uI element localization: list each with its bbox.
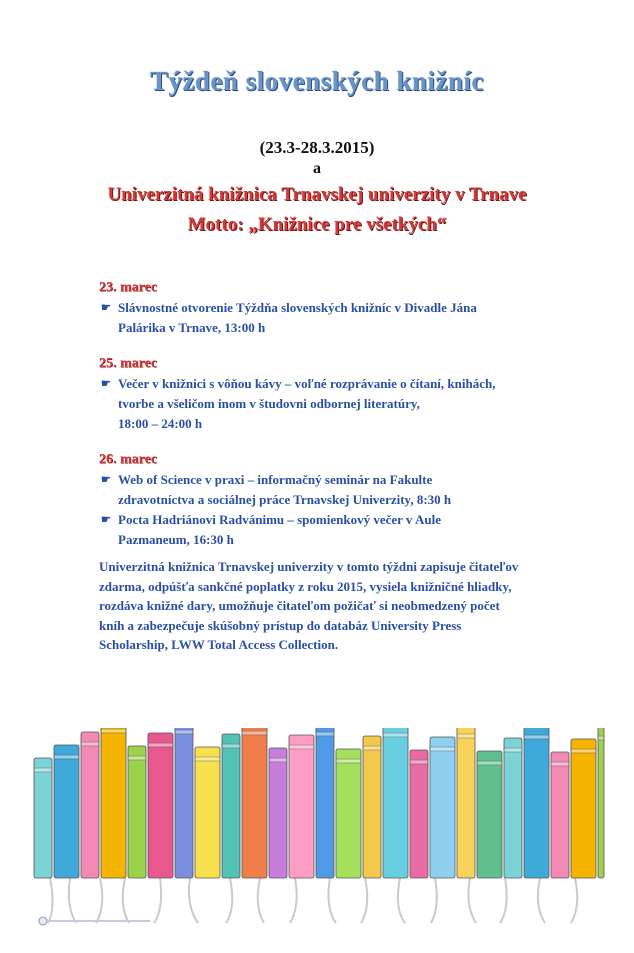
- book-spine: [504, 738, 522, 878]
- book-spine: [222, 734, 240, 878]
- book-spine: [477, 751, 502, 878]
- pointing-hand-icon: ☛: [101, 378, 111, 390]
- event-line: Pocta Hadriánovi Radvánimu – spomienkový večer v Aule: [118, 512, 441, 527]
- book-spine: [175, 728, 193, 878]
- book-spine: [336, 749, 361, 878]
- conjunction: a: [313, 160, 321, 177]
- event-line: Slávnostné otvorenie Týždňa slovenských knižníc v Divadle Jána: [118, 300, 477, 315]
- pointing-hand-icon: ☛: [101, 514, 111, 526]
- book-spine: [195, 747, 220, 878]
- event-item: [101, 510, 568, 550]
- event-line: Večer v knižnici s vôňou kávy – voľné rozprávanie o čítaní, knihách,: [118, 376, 496, 391]
- event-line: Palárika v Trnave, 13:00 h: [118, 320, 266, 335]
- book-spine: [242, 728, 267, 878]
- day-label: 26. marec: [99, 452, 158, 467]
- book-spine: [571, 739, 596, 878]
- event-dates: (23.3-28.3.2015): [259, 138, 375, 157]
- book-band: [316, 732, 334, 736]
- book-spine: [363, 736, 381, 878]
- book-band: [269, 758, 287, 762]
- book-band: [148, 743, 173, 747]
- book-band: [571, 749, 596, 753]
- book-band: [363, 746, 381, 750]
- book-band: [383, 733, 408, 737]
- book-band: [242, 731, 267, 735]
- book-band: [410, 760, 428, 764]
- book-spine: [430, 737, 455, 878]
- day-label: 25. marec: [99, 356, 158, 371]
- book-spine: [128, 746, 146, 878]
- event-item: [101, 470, 568, 510]
- book-band: [128, 756, 146, 760]
- info-paragraph: [99, 557, 569, 655]
- books-illustration: [30, 728, 610, 926]
- book-band: [598, 736, 604, 740]
- event-item: [101, 374, 568, 434]
- book-band: [222, 744, 240, 748]
- event-line: zdravotníctva a sociálnej práce Trnavskej Univerzity, 8:30 h: [118, 492, 452, 507]
- event-line: Web of Science v praxi – informačný seminár na Fakulte: [118, 472, 433, 487]
- book-spine: [81, 732, 99, 878]
- book-spine: [54, 745, 79, 878]
- paragraph-line: Univerzitná knižnica Trnavskej univerzity v tomto týždni zapisuje čitateľov: [99, 559, 519, 574]
- book-band: [477, 761, 502, 765]
- book-spine: [598, 728, 604, 878]
- pointing-hand-icon: ☛: [101, 302, 111, 314]
- book-band: [336, 759, 361, 763]
- day-label: 23. marec: [99, 280, 158, 295]
- page-title: Týždeň slovenských knižníc: [149, 66, 485, 96]
- book-band: [34, 768, 52, 772]
- library-name: Univerzitná knižnica Trnavskej univerzity v Trnave: [107, 184, 527, 205]
- book-band: [195, 757, 220, 761]
- book-band: [524, 735, 549, 739]
- book-spine: [383, 728, 408, 878]
- book-spine: [524, 728, 549, 878]
- book-band: [551, 762, 569, 766]
- paragraph-line: Scholarship, LWW Total Access Collection.: [99, 637, 339, 652]
- university-logo-icon: [38, 916, 158, 926]
- paragraph-line: kníh a zabezpečuje skúšobný prístup do databáz University Press: [99, 617, 462, 633]
- book-spine: [101, 728, 126, 878]
- book-band: [175, 730, 193, 734]
- book-spine: [289, 735, 314, 878]
- book-spine: [410, 750, 428, 878]
- motto: Motto: „Knižnice pre všetkých“: [187, 214, 447, 235]
- book-band: [101, 729, 126, 733]
- book-spine: [551, 752, 569, 878]
- book-spine: [457, 728, 475, 878]
- book-spine: [34, 758, 52, 878]
- book-spine: [269, 748, 287, 878]
- book-band: [457, 734, 475, 738]
- book-band: [430, 747, 455, 751]
- pointing-hand-icon: ☛: [101, 474, 111, 486]
- book-band: [54, 755, 79, 759]
- event-line: Pazmaneum, 16:30 h: [118, 532, 234, 547]
- book-band: [289, 745, 314, 749]
- paragraph-line: rozdáva knižné dary, umožňuje čitateľom požičať si neobmedzený počet: [99, 598, 500, 613]
- book-spine: [316, 728, 334, 878]
- event-line: tvorbe a všeličom inom v študovni odbornej literatúry,: [118, 396, 420, 411]
- book-band: [81, 742, 99, 746]
- paragraph-line: zdarma, odpúšťa sankčné poplatky z roku 2015, vysiela knižničné hliadky,: [99, 578, 512, 594]
- event-item: [101, 298, 568, 338]
- event-line: 18:00 – 24:00 h: [118, 416, 203, 431]
- book-spine: [148, 733, 173, 878]
- book-band: [504, 748, 522, 752]
